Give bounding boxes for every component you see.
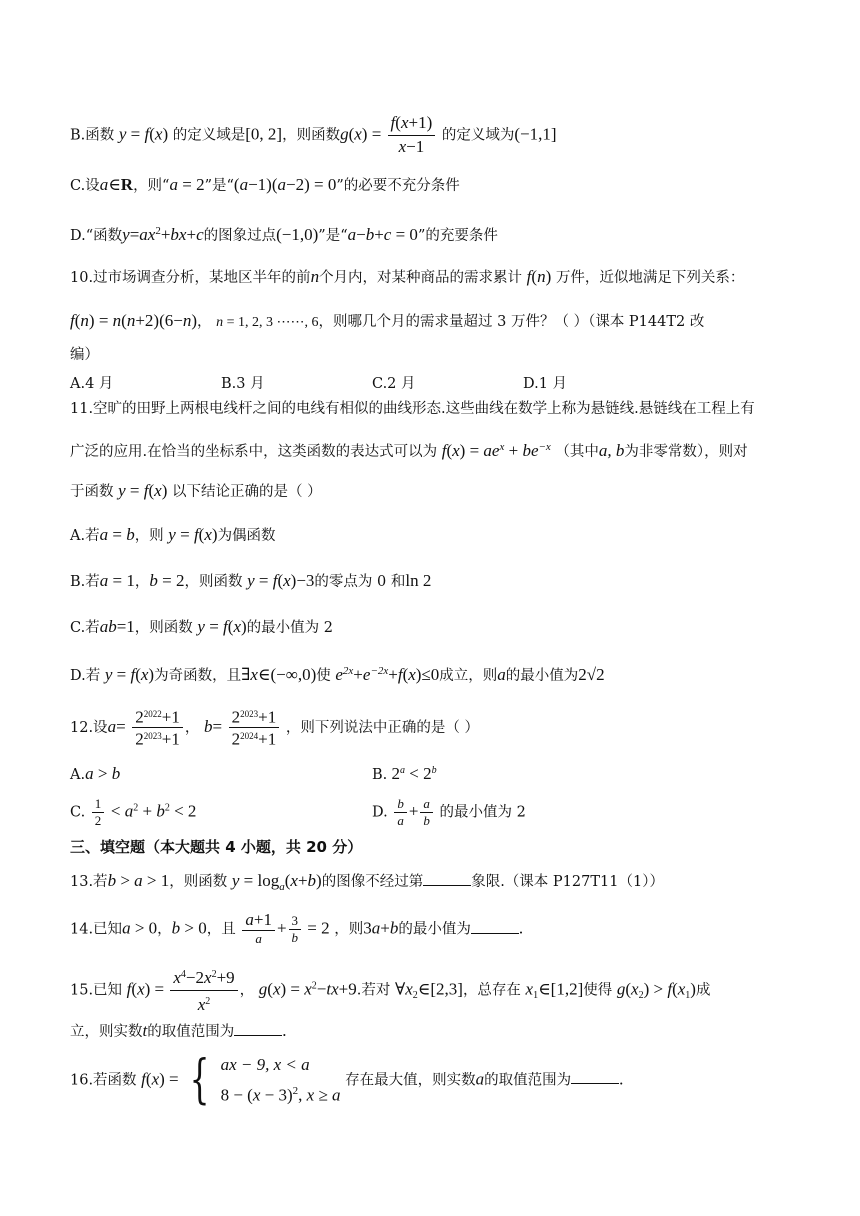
q9-d-text3: ”的充要条件: [417, 227, 498, 244]
q10-text1: 10.过市场调查分析，某地区半年的前: [70, 270, 311, 286]
q15-text6: 成: [695, 982, 711, 999]
q15-text8: 的取值范围为: [147, 1024, 235, 1040]
q11-d-text5: 的最小值为: [505, 667, 579, 684]
q14-text5: 的最小值为: [398, 921, 471, 938]
q9-option-c: C.设a∈R，则“a = 2”是“(a−1)(a−2) = 0”的必要不充分条件: [70, 175, 460, 194]
q14-text4: ，则: [334, 921, 364, 938]
q9-d-text0: D.“函数: [70, 227, 123, 244]
q15-line1: 15.已知 f(x) = $\frac{x^4-2x^2+9}{x^2}$ ， $g(x) = x^2-tx+9$.若对 $\forall x_2\in[2,3]$，总存在 $x_1\in[1,2]$使得 $g(x_2) > f(x_1)$成: [70, 964, 800, 1017]
q11-option-a: A.若a = b，则 y = f(x)为偶函数: [70, 525, 276, 544]
q11-b-text4: 的零点为 0 和: [314, 574, 406, 590]
q11-line3: 于函数 y = f(x) 以下结论正确的是（ ）: [70, 481, 322, 500]
q16: 16.若函数 f(x) = { ax − 9, x < a $8 - (x - 3)^2$, x ≥ a 存在最大值，则实数a的取值范围为 .: [70, 1050, 624, 1111]
q10-option-b: B.3 月: [221, 376, 265, 392]
q9-d-text1: 的图象过点: [203, 227, 277, 244]
q12-c-fraction: $\frac{1}{2}$: [92, 796, 105, 829]
q15-text7: 立，则实数: [70, 1024, 143, 1040]
q11-b-text3: ，则函数: [184, 574, 243, 590]
q11-text3: （其中: [555, 443, 599, 460]
piecewise-brace: {: [189, 1050, 210, 1111]
q9-c-text1: ，则“: [133, 178, 170, 194]
q13-text3: 的图像不经过第: [321, 874, 424, 890]
q9-option-d: D.“函数$y=ax^2+bx+c$的图象过点(−1,0)”是“a−b+c = 0”的充要条件: [70, 224, 498, 244]
q12-text2: ，: [184, 719, 200, 736]
q10-text6: 编）: [70, 347, 99, 363]
q11-c-text2: ，则函数: [134, 620, 193, 636]
q15-line2: 立，则实数t的取值范围为 .: [70, 1021, 287, 1040]
q16-blank[interactable]: [571, 1069, 619, 1084]
q12-d-tail: 的最小值为 2: [439, 804, 526, 821]
q11-b-text2: ，: [134, 574, 150, 590]
q11-option-c: C.若ab=1，则函数 y = f(x)的最小值为 2: [70, 617, 333, 636]
q11-text4: 为非零常数），则对: [624, 443, 748, 460]
q12-c-label: C.: [70, 804, 86, 821]
q11-text1: 11.空旷的田野上两根电线杆之间的电线有相似的曲线形态.这些曲线在数学上称为悬链线.悬链线在工程上有: [70, 401, 755, 417]
q9-c-text2: ”是“: [204, 178, 234, 194]
q16-text1: 16.若函数: [70, 1072, 137, 1089]
q15-fraction: $\frac{x^4-2x^2+9}{x^2}$: [170, 964, 237, 1017]
q9-option-b: B.函数 y = f(x) 的定义域是[0, 2]，则函数g(x) = $\frac{f(x+1)}{x-1}$ 的定义域为(−1,1]: [70, 112, 800, 159]
q11-text5: 于函数: [70, 484, 114, 500]
q12-text1: 12.设: [70, 719, 108, 736]
q12-d-label: D.: [372, 804, 388, 821]
q10-line2: f(n) = n(n+2)(6−n)， n = 1, 2, 3 ⋯⋯, 6，则哪几个月的需求量超过 3 万件？（ ）（课本 P144T2 改: [70, 311, 705, 330]
q12-option-d: D. $\frac{b}{a}$ + $\frac{a}{b}$ 的最小值为 2: [372, 796, 526, 828]
q16-text3: 的取值范围为: [484, 1072, 572, 1089]
q11-a-text2: ，则: [134, 528, 164, 544]
q9-c-text3: ”的必要不充分条件: [336, 178, 460, 194]
q11-c-text1: C.若: [70, 620, 100, 636]
q11-text6: 以下结论正确的是（ ）: [171, 484, 322, 500]
q12-a-label: A.: [70, 767, 86, 783]
q13: 13.若b > a > 1，则函数 $y = \log_a(x+b)$的图像不经过第 象限.（课本 P127T11（1））: [70, 871, 664, 893]
q10-line3: [70, 344, 800, 366]
q12-d-fraction2: $\frac{a}{b}$: [420, 796, 433, 829]
q11-option-d: D.若 y = f(x)为奇函数，且∃x∈(−∞,0)使 $e^{2x}+e^{-2x}+f(x)\le 0$成立，则a的最小值为2√2: [70, 664, 605, 684]
q9-c-text0: C.设: [70, 178, 100, 194]
section-3-title: 三、填空题（本大题共 4 小题，共 20 分）: [70, 838, 363, 856]
q10-line1: 10.过市场调查分析，某地区半年的前n个月内，对某种商品的需求累计 f(n) 万件，近似地满足下列关系：: [70, 267, 745, 286]
q9-b-prefix: B.函数: [70, 127, 115, 144]
q10-option-d: D.1 月: [523, 376, 568, 392]
q10-option-a: A.4 月: [70, 376, 114, 392]
q11-text2: 广泛的应用.在恰当的坐标系中，这类函数的表达式可以为: [70, 443, 438, 460]
q12-option-c: C. $\frac{1}{2}$ < $a^2 + b^2 < 2$: [70, 796, 197, 828]
piecewise-cases: ax − 9, x < a $8 - (x - 3)^2$, x ≥ a: [220, 1055, 341, 1105]
q11-line1: [70, 398, 800, 420]
q9-b-text1: 的定义域是: [172, 127, 246, 144]
q10-text4: ，: [197, 314, 212, 330]
q14-text2: ，: [157, 921, 172, 938]
q15-text2: ，: [239, 982, 255, 999]
q11-a-text3: 为偶函数: [217, 528, 276, 544]
q14-fraction2: $\frac{3}{b}$: [289, 913, 302, 946]
q15-text4: ，总存在: [462, 982, 521, 999]
q9-b-text2: ，则函数: [282, 127, 341, 144]
q12-option-a: A.a > b: [70, 764, 121, 783]
q15-text1: 15.已知: [70, 982, 123, 999]
q15-text5: 使得: [583, 982, 613, 999]
q11-d-text1: D.若: [70, 667, 101, 684]
q10-option-c: C.2 月: [372, 376, 416, 392]
q12-fraction-b: $\frac{2^{2023}+1}{2^{2024}+1}$: [229, 706, 280, 750]
q11-d-text2: 为奇函数，且: [154, 667, 242, 684]
q14-text3: ，且: [206, 921, 236, 938]
q12-d-fraction1: $\frac{b}{a}$: [394, 796, 407, 829]
q12-fraction-a: $\frac{2^{2022}+1}{2^{2023}+1}$: [132, 706, 183, 750]
q13-text2: ，则函数: [169, 874, 228, 890]
q10-text3: 万件，近似地满足下列关系：: [555, 270, 745, 286]
q11-d-text4: 成立，则: [439, 667, 498, 684]
q15-text3: .若对: [356, 982, 391, 999]
q16-text2: 存在最大值，则实数: [345, 1072, 476, 1089]
q13-text1: 13.若: [70, 874, 108, 890]
q14: 14.已知a > 0，b > 0，且 $\frac{a+1}{a}$ + $\frac{3}{b}$ = 2 ，则3a+b的最小值为 .: [70, 910, 524, 946]
q12-text3: ，则下列说法中正确的是（ ）: [285, 719, 479, 736]
q11-line2: 广泛的应用.在恰当的坐标系中，这类函数的表达式可以为 $f(x) = ae^x + be^{-x}$ （其中a, b为非零常数），则对: [70, 440, 748, 460]
q14-fraction1: $\frac{a+1}{a}$: [242, 912, 275, 947]
q10-text5: ，则哪几个月的需求量超过 3 万件？（ ）（课本 P144T2 改: [318, 314, 705, 330]
q13-blank[interactable]: [423, 871, 471, 886]
q9-b-fraction: $\frac{f(x+1)}{x-1}$: [388, 112, 436, 159]
q15-blank[interactable]: [234, 1021, 282, 1036]
q12-stem: 12.设a= $\frac{2^{2022}+1}{2^{2023}+1}$ ， b= $\frac{2^{2023}+1}{2^{2024}+1}$ ，则下列说法中正确的是（ ）: [70, 707, 479, 749]
q11-b-text1: B.若: [70, 574, 100, 590]
q11-c-text3: 的最小值为 2: [246, 620, 333, 636]
q14-blank[interactable]: [471, 919, 519, 934]
q12-option-b: B. $2^a < 2^b$: [372, 764, 437, 783]
q10-text2: 个月内，对某种商品的需求累计: [319, 270, 523, 286]
q11-a-text1: A.若: [70, 528, 100, 544]
q12-b-label: B.: [372, 767, 388, 783]
q11-d-text3: 使: [316, 667, 331, 684]
q9-d-text2: ”是“: [318, 227, 348, 244]
q13-text4: 象限.（课本 P127T11（1））: [471, 874, 664, 890]
q14-text1: 14.已知: [70, 921, 123, 938]
q9-b-text3: 的定义域为: [441, 127, 515, 144]
q11-option-b: B.若a = 1，b = 2，则函数 y = f(x)−3的零点为 0 和ln 2: [70, 571, 432, 590]
